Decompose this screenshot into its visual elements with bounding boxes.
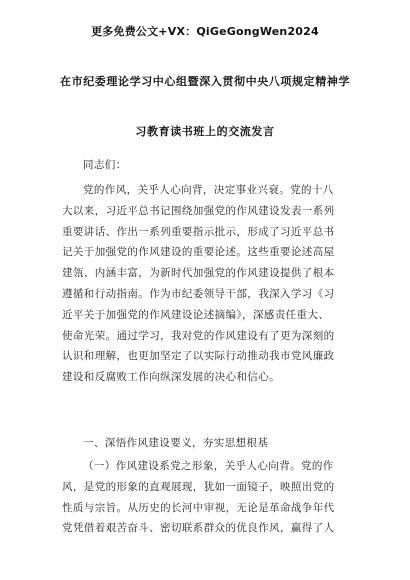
paragraph-line: （一）作风建设系党之形象，关乎人心向背。党的作 <box>83 460 334 472</box>
paragraph-line: 遵循和行动指南。作为市纪委领导干部，我深入学习《习 <box>62 287 335 300</box>
paragraph-line: 记关于加强党的作风建设的重要论述。这些重要论述高屋 <box>62 246 335 259</box>
paragraph-line: 近平关于加强党的作风建设论述摘编》，深感责任重大、 <box>62 308 330 321</box>
paragraph-1 <box>62 180 352 388</box>
paragraph-line: 使命光荣。通过学习，我对党的作风建设有了更为深刻的 <box>62 329 335 342</box>
document-title-line-2: 习教育读书班上的交流发言 <box>135 125 275 138</box>
paragraph-2 <box>62 456 352 539</box>
paragraph-line: 重要讲话、作出一系列重要指示批示，形成了习近平总书 <box>62 225 335 238</box>
paragraph-line: 建设和反腐败工作向纵深发展的决心和信心。 <box>62 371 280 384</box>
salutation: 同志们： <box>83 159 127 171</box>
paragraph-line: 风，是党的形象的直观展现，犹如一面镜子，映照出党的 <box>62 480 335 493</box>
paragraph-line: 认识和理解，也更加坚定了以实际行动推动我市党风廉政 <box>62 350 335 363</box>
paragraph-line: 大以来，习近平总书记围绕加强党的作风建设发表一系列 <box>62 204 335 217</box>
paragraph-line: 党凭借着艰苦奋斗、密切联系群众的优良作风，赢得了人 <box>62 522 335 535</box>
paragraph-line: 党的作风，关乎人心向背，决定事业兴衰。党的十八 <box>83 184 334 196</box>
paragraph-line: 性质与宗旨。从历史的长河中审视，无论是革命战争年代 <box>62 501 335 514</box>
paragraph-line: 建瓴、内涵丰富，为新时代加强党的作风建设提供了根本 <box>62 267 335 280</box>
header-note: 更多免费公文+VX：QiGeGongWen2024 <box>91 25 319 38</box>
document-title-line-1: 在市纪委理论学习中心组暨深入贯彻中央八项规定精神学 <box>60 75 350 88</box>
section-heading: 一、深悟作风建设要义，夯实思想根基 <box>83 437 269 449</box>
